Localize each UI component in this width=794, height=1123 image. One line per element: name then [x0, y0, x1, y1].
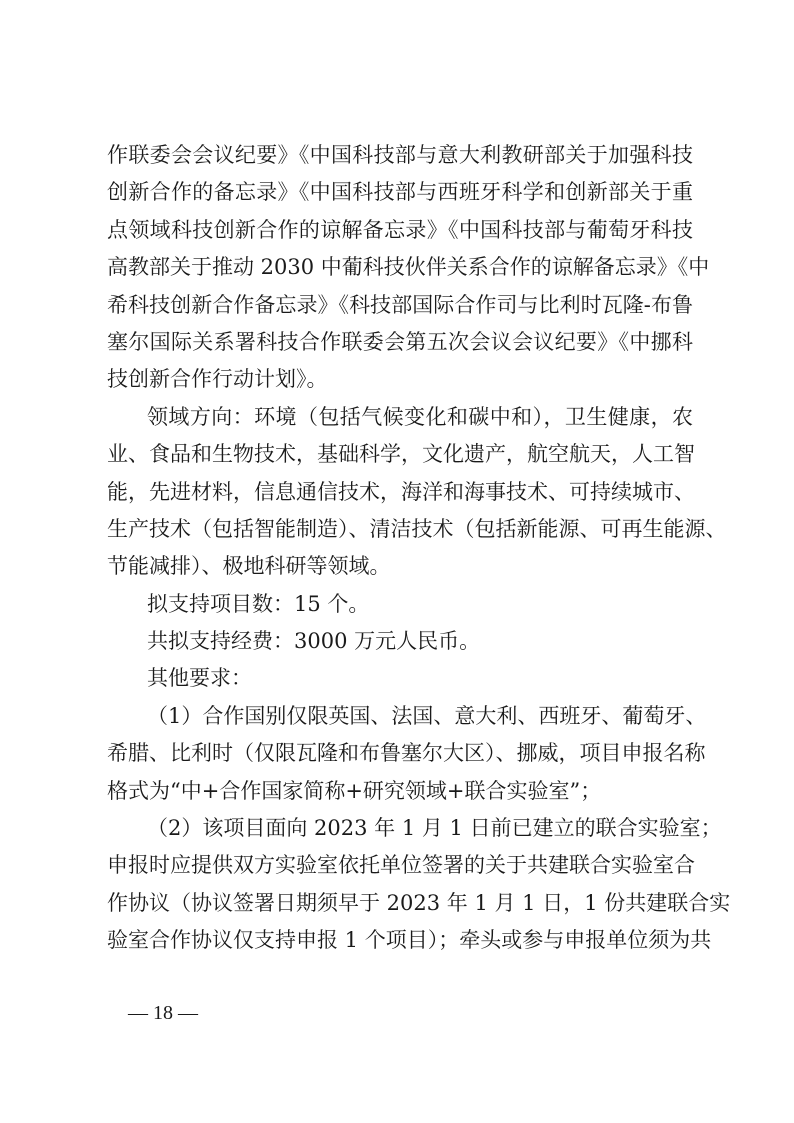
paragraph-line: 塞尔国际关系署科技合作联委会第五次会议会议纪要》《中挪科: [107, 329, 693, 354]
body-text: [107, 137, 731, 960]
field-directions-line: 生产技术（包括智能制造）、清洁技术（包括新能源、可再生能源、: [107, 516, 727, 541]
project-count-line: 拟支持项目数：15 个。: [147, 591, 370, 616]
page-number: — 18 —: [128, 1002, 198, 1024]
requirement-2-line: 申报时应提供双方实验室依托单位签署的关于共建联合实验室合: [107, 853, 695, 878]
field-directions-line: 领域方向：环境（包括气候变化和碳中和），卫生健康，农: [147, 404, 693, 429]
requirement-1-line: 希腊、比利时（仅限瓦隆和布鲁塞尔大区）、挪威，项目申报名称: [107, 741, 706, 766]
requirement-1-line: （1）合作国别仅限英国、法国、意大利、西班牙、葡萄牙、: [147, 703, 707, 728]
paragraph-line: 高教部关于推动 2030 中葡科技伙伴关系合作的谅解备忘录》《中: [107, 255, 710, 280]
paragraph-line: 点领域科技创新合作的谅解备忘录》《中国科技部与葡萄牙科技: [107, 217, 693, 242]
field-directions-line: 业、食品和生物技术，基础科学，文化遗产，航空航天，人工智: [107, 442, 695, 467]
paragraph-line: 创新合作的备忘录》《中国科技部与西班牙科学和创新部关于重: [107, 180, 693, 205]
requirement-2-line: 验室合作协议仅支持申报 1 个项目）；牵头或参与申报单位须为共: [107, 928, 712, 953]
paragraph-line: 希科技创新合作备忘录》《科技部国际合作司与比利时瓦隆-布鲁: [107, 292, 693, 317]
field-directions-line: 节能减排）、极地科研等领域。: [107, 554, 391, 579]
requirement-1-line: 格式为“中+合作国家简称+研究领域+联合实验室”；: [107, 778, 602, 803]
paragraph-line: 技创新合作行动计划》。: [107, 367, 328, 392]
requirement-2-line: 作协议（协议签署日期须早于 2023 年 1 月 1 日，1 份共建联合实: [107, 890, 731, 915]
funding-line: 共拟支持经费：3000 万元人民币。: [147, 629, 481, 654]
other-requirements-heading: 其他要求：: [147, 666, 252, 691]
requirement-2-line: （2）该项目面向 2023 年 1 月 1 日前已建立的联合实验室；: [147, 816, 722, 841]
paragraph-line: 作联委会会议纪要》《中国科技部与意大利教研部关于加强科技: [107, 143, 693, 167]
field-directions-line: 能，先进材料，信息通信技术，海洋和海事技术、可持续城市、: [107, 479, 695, 504]
